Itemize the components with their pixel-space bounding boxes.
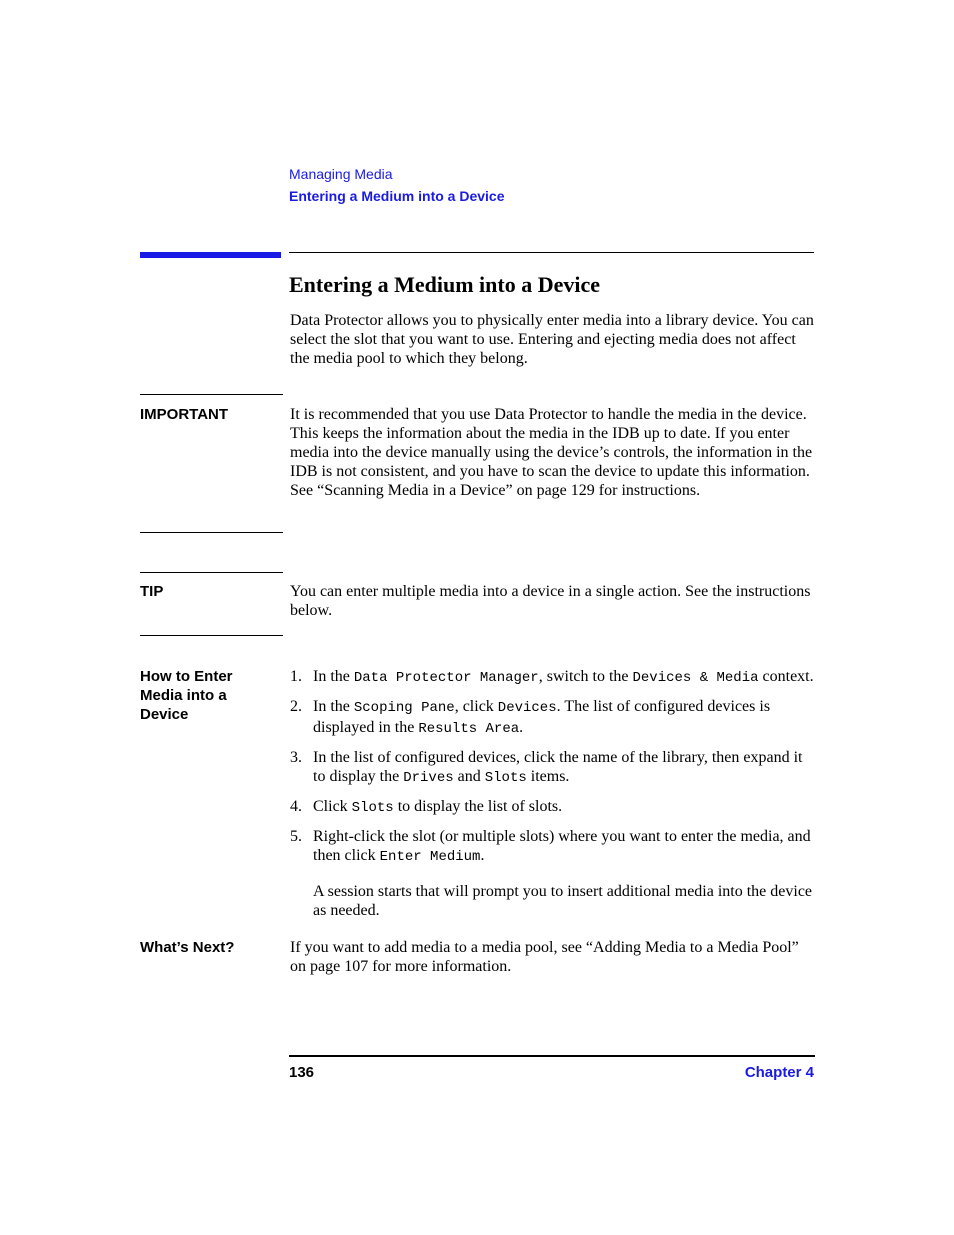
step-number: 3. bbox=[290, 749, 302, 766]
step-text: . bbox=[519, 719, 524, 736]
step-text: Right-click the slot (or multiple slots) where you want to enter the media, and then click bbox=[313, 828, 811, 864]
step-text: . The list of configured devices is displayed in the bbox=[313, 698, 771, 736]
step-text: . bbox=[480, 847, 485, 864]
procedure-steps bbox=[290, 667, 815, 876]
page-title: Entering a Medium into a Device bbox=[289, 272, 601, 297]
procedure-note: A session starts that will prompt you to insert additional media into the device as needed. bbox=[313, 883, 813, 919]
step-number: 5. bbox=[290, 828, 302, 845]
step-text: In the bbox=[313, 668, 354, 685]
ui-term-devices-media: Devices & Media bbox=[632, 670, 759, 686]
step-3 bbox=[290, 748, 815, 788]
ui-term-scoping-pane: Scoping Pane bbox=[353, 700, 455, 716]
page-number: 136 bbox=[289, 1064, 315, 1081]
important-text: It is recommended that you use Data Protector to handle the media in the device. This keeps the information about the media in the IDB up to date. If you enter media into the device manually using the device’s controls, the information in the IDB is not consistent, and you have to scan the device to update this information. See “Scanning Media in a Device” on page 129 for instructions. bbox=[290, 406, 813, 499]
ui-term-slots: Slots bbox=[351, 800, 394, 816]
whats-next-text: If you want to add media to a media pool, see “Adding Media to a Media Pool” on page 107 for more information. bbox=[290, 939, 799, 975]
footer-rule bbox=[289, 1055, 815, 1057]
tip-bottom-rule bbox=[140, 635, 283, 636]
ui-term-data-protector-manager: Data Protector Manager bbox=[353, 670, 539, 686]
step-number: 1. bbox=[290, 668, 302, 685]
step-text: and bbox=[453, 768, 485, 785]
step-number: 4. bbox=[290, 798, 302, 815]
breadcrumb-section[interactable]: Entering a Medium into a Device bbox=[289, 188, 505, 204]
breadcrumb-chapter[interactable]: Managing Media bbox=[289, 166, 393, 182]
procedure-label: How to Enter Media into a Device bbox=[140, 668, 233, 723]
step-text: context. bbox=[758, 668, 814, 685]
step-5 bbox=[290, 827, 815, 867]
whats-next-label: What’s Next? bbox=[140, 939, 235, 956]
tip-text: You can enter multiple media into a device in a single action. See the instructions below. bbox=[290, 583, 811, 619]
chapter-link[interactable]: Chapter 4 bbox=[744, 1064, 814, 1081]
important-top-rule bbox=[140, 394, 283, 395]
step-text: In the bbox=[313, 698, 354, 715]
important-bottom-rule bbox=[140, 532, 283, 533]
important-label: IMPORTANT bbox=[140, 406, 229, 423]
step-text: Click bbox=[313, 798, 352, 815]
tip-label: TIP bbox=[140, 583, 164, 600]
ui-term-devices: Devices bbox=[497, 700, 557, 716]
step-4 bbox=[290, 797, 815, 818]
step-text: In the list of configured devices, click the name of the library, then expand it to display the bbox=[313, 749, 803, 785]
tip-top-rule bbox=[140, 572, 283, 573]
section-accent-bar bbox=[140, 252, 281, 258]
step-2 bbox=[290, 697, 815, 739]
step-text: , switch to the bbox=[538, 668, 633, 685]
section-top-rule bbox=[289, 252, 814, 253]
ui-term-drives: Drives bbox=[403, 770, 454, 786]
intro-paragraph: Data Protector allows you to physically enter media into a library device. You can select the slot that you want to use. Entering and ejecting media does not affect the media pool to which they belong. bbox=[290, 312, 814, 367]
step-number: 2. bbox=[290, 698, 302, 715]
step-text: items. bbox=[526, 768, 570, 785]
step-1 bbox=[290, 667, 815, 688]
step-text: , click bbox=[454, 698, 498, 715]
ui-term-results-area: Results Area bbox=[418, 721, 520, 737]
step-text: to display the list of slots. bbox=[393, 798, 563, 815]
ui-term-enter-medium: Enter Medium bbox=[379, 849, 481, 865]
ui-term-slots: Slots bbox=[484, 770, 527, 786]
